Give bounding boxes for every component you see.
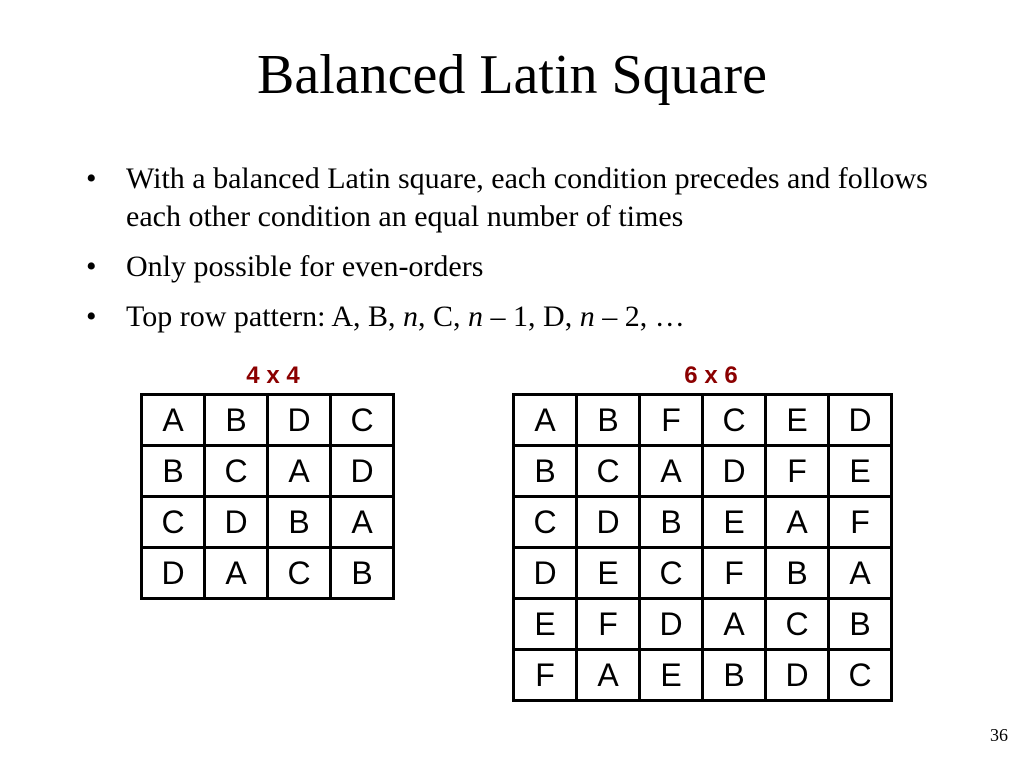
grid-cell: B: [142, 446, 205, 497]
grid-cell: F: [703, 548, 766, 599]
bullet-text: Only possible for even-orders: [126, 250, 484, 283]
grid-cell: B: [205, 395, 268, 446]
grid-cell: A: [577, 650, 640, 701]
bullet-text-segment: – 1, D,: [483, 300, 580, 333]
grid-cell: F: [829, 497, 892, 548]
grid-cell: D: [514, 548, 577, 599]
bullet-item: [80, 160, 960, 236]
grid-cell: C: [205, 446, 268, 497]
bullet-text-segment: – 2, …: [594, 300, 685, 333]
grid-cell: A: [829, 548, 892, 599]
grid-cell: D: [829, 395, 892, 446]
grid-cell: E: [829, 446, 892, 497]
grid-cell: E: [514, 599, 577, 650]
grid-row: [142, 548, 394, 599]
grid-cell: B: [331, 548, 394, 599]
slide-title: Balanced Latin Square: [256, 44, 767, 106]
grid-cell: C: [268, 548, 331, 599]
grid-cell: A: [268, 446, 331, 497]
grid-cell: C: [703, 395, 766, 446]
grid-cell: F: [766, 446, 829, 497]
grid-row: [142, 497, 394, 548]
bullet-text-segment: Top row pattern: A, B,: [126, 300, 404, 333]
grid-row: [514, 548, 892, 599]
grid-cell: C: [577, 446, 640, 497]
grid-cell: D: [640, 599, 703, 650]
bullet-text-segment: , C,: [418, 300, 469, 333]
grid-cell: E: [577, 548, 640, 599]
grid-cell: D: [703, 446, 766, 497]
grid-cell: B: [514, 446, 577, 497]
grid-cell: B: [268, 497, 331, 548]
grid-row: [514, 395, 892, 446]
latin-square-6x6: [512, 393, 893, 702]
grid-cell: C: [829, 650, 892, 701]
grid-cell: A: [766, 497, 829, 548]
grid-cell: E: [766, 395, 829, 446]
grid-cell: D: [766, 650, 829, 701]
grid-cell: C: [331, 395, 394, 446]
latin-square-4x4: [140, 393, 395, 600]
grid-cell: A: [514, 395, 577, 446]
grid-cell: A: [205, 548, 268, 599]
grid-row: [514, 650, 892, 701]
bullet-item: [80, 248, 960, 286]
bullet-item: [80, 298, 960, 336]
grid-cell: D: [577, 497, 640, 548]
grid-cell: A: [703, 599, 766, 650]
page-number: 36: [990, 725, 1008, 745]
bullet-list: [80, 160, 960, 348]
bullet-text-segment-italic: n: [579, 300, 595, 333]
grid-cell: F: [577, 599, 640, 650]
grid-cell: E: [703, 497, 766, 548]
grid-row: [514, 497, 892, 548]
grid-cell: B: [577, 395, 640, 446]
grid-cell: D: [205, 497, 268, 548]
grid-cell: B: [766, 548, 829, 599]
grid-row: [142, 446, 394, 497]
grid-cell: C: [766, 599, 829, 650]
grid-caption-4x4: 4 x 4: [246, 362, 300, 389]
grid-row: [142, 395, 394, 446]
grid-row: [514, 599, 892, 650]
bullet-text: With a balanced Latin square, each condition precedes and follows each other condition an equal number of times: [126, 162, 928, 233]
grid-cell: A: [640, 446, 703, 497]
grid-cell: B: [829, 599, 892, 650]
grid-cell: F: [514, 650, 577, 701]
grid-cell: F: [640, 395, 703, 446]
grid-caption-6x6: 6 x 6: [684, 362, 738, 389]
grid-cell: D: [331, 446, 394, 497]
bullet-dot: •: [86, 162, 97, 195]
bullet-dot: •: [86, 250, 97, 283]
bullet-dot: •: [86, 300, 97, 333]
grid-cell: D: [142, 548, 205, 599]
grid-cell: D: [268, 395, 331, 446]
grid-cell: C: [640, 548, 703, 599]
grid-cell: B: [703, 650, 766, 701]
grid-cell: A: [331, 497, 394, 548]
grid-cell: A: [142, 395, 205, 446]
grid-row: [514, 446, 892, 497]
grid-cell: B: [640, 497, 703, 548]
grid-cell: E: [640, 650, 703, 701]
grid-cell: C: [514, 497, 577, 548]
bullet-text-segment-italic: n: [403, 300, 419, 333]
grid-cell: C: [142, 497, 205, 548]
bullet-text-segment-italic: n: [468, 300, 484, 333]
